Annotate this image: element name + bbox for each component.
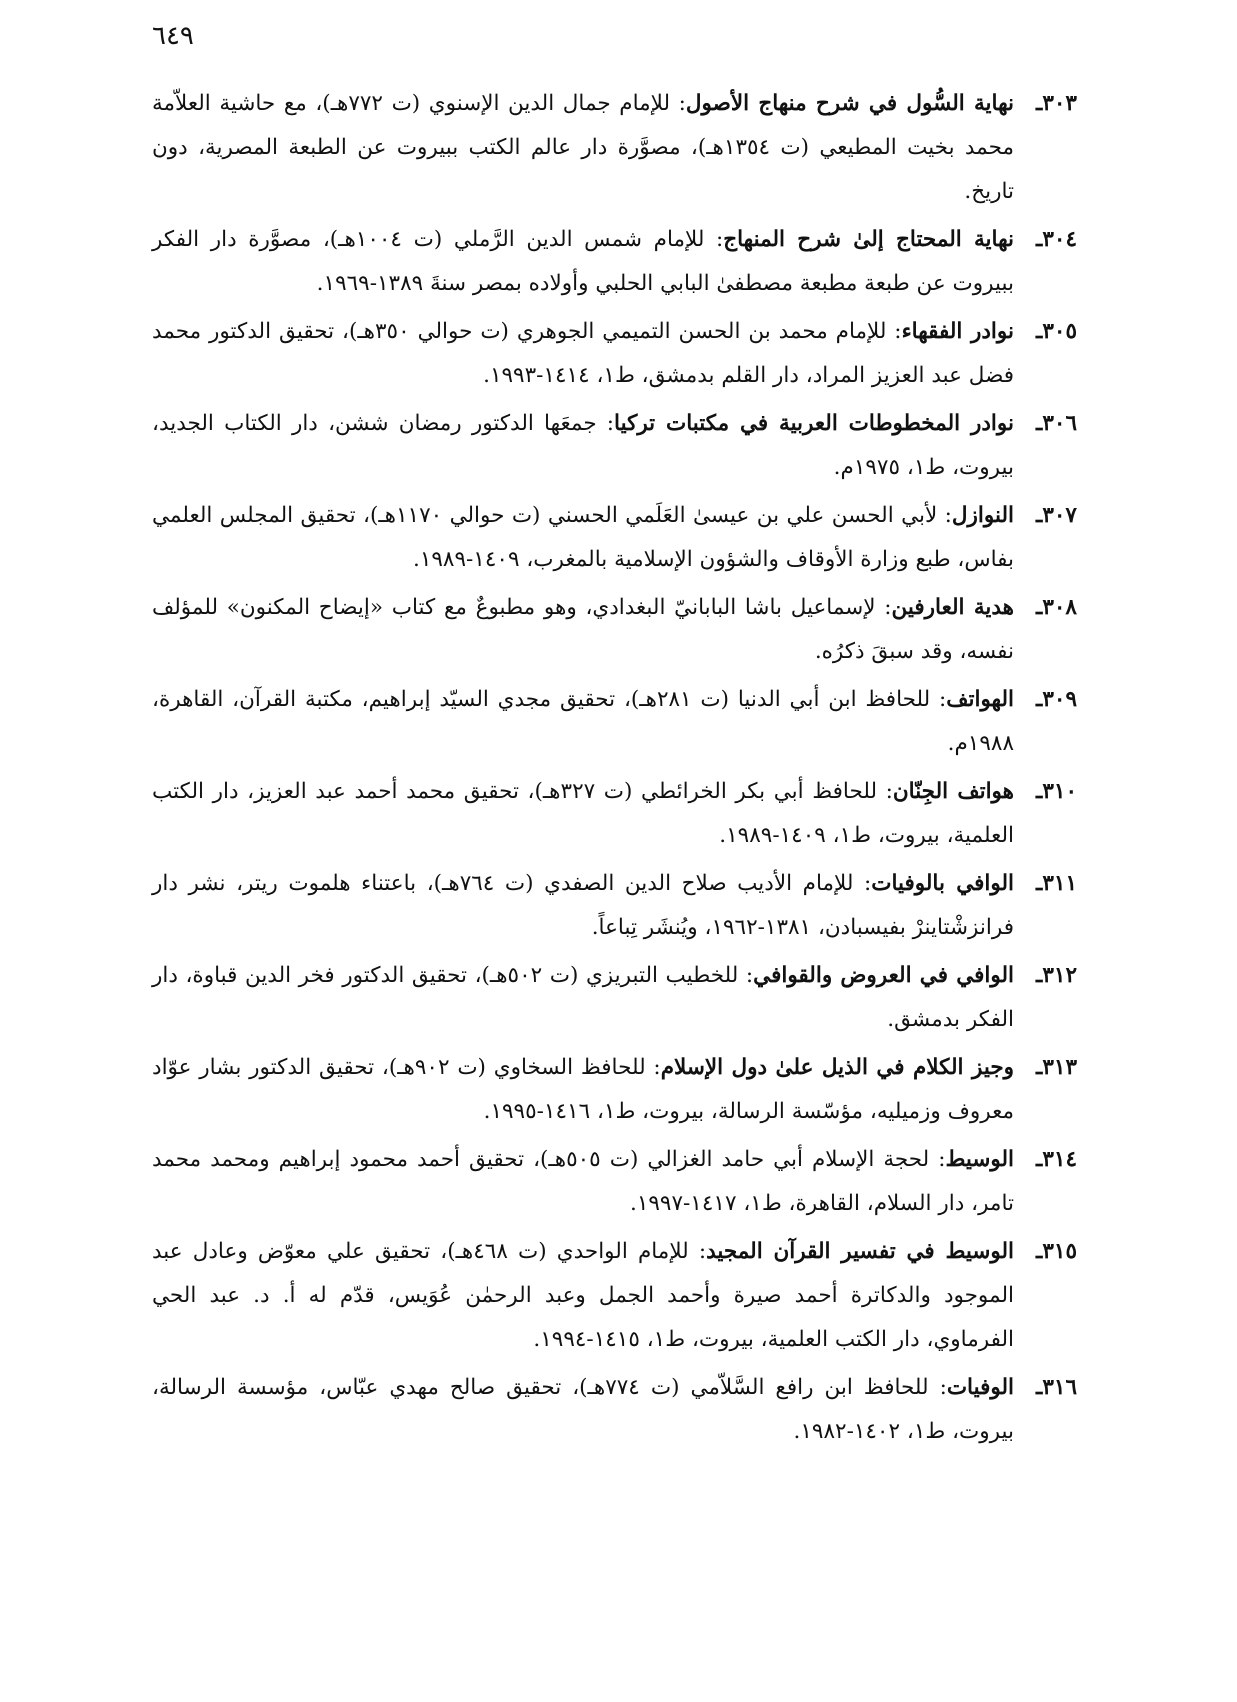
entry-title: الوفيات bbox=[946, 1375, 1014, 1400]
bibliography-entry bbox=[152, 402, 1077, 490]
bibliography-entry bbox=[152, 494, 1077, 582]
entry-text: : للإمام محمد بن الحسن التميمي الجوهري (ت حوالي ٣٥٠هـ)، تحقيق الدكتور محمد فضل عبد العزيز المراد، دار القلم بدمشق، ط١، ١٤١٤-١٩٩٣. bbox=[152, 319, 1014, 388]
entry-title: نهاية السُّول في شرح منهاج الأصول bbox=[685, 91, 1014, 116]
entry-text: : لأبي الحسن علي بن عيسىٰ العَلَمي الحسني (ت حوالي ١١٧٠هـ)، تحقيق المجلس العلمي بفاس، طبع وزارة الأوقاف والشؤون الإسلامية بالمغرب، ١٤٠٩-١٩٨٩. bbox=[152, 503, 1014, 572]
bibliography-entry bbox=[152, 1230, 1077, 1362]
entry-text: : للحافظ أبي بكر الخرائطي (ت ٣٢٧هـ)، تحقيق محمد أحمد عبد العزيز، دار الكتب العلمية، بيروت، ط١، ١٤٠٩-١٩٨٩. bbox=[152, 779, 1014, 848]
entry-title: وجيز الكلام في الذيل علىٰ دول الإسلام bbox=[660, 1055, 1014, 1080]
entry-number: ٣١٦ـ bbox=[1036, 1375, 1077, 1400]
entry-number: ٣٠٨ـ bbox=[1036, 595, 1077, 620]
entry-number: ٣١٠ـ bbox=[1036, 779, 1078, 804]
entry-number: ٣١٢ـ bbox=[1036, 963, 1077, 988]
entry-number: ٣٠٣ـ bbox=[1036, 91, 1077, 116]
entry-text: : لإسماعيل باشا البابانيّ البغدادي، وهو مطبوعٌ مع كتاب «إيضاح المكنون» للمؤلف نفسه، وقد سبقَ ذكرُه. bbox=[152, 595, 1014, 664]
bibliography-entry bbox=[152, 1046, 1077, 1134]
bibliography-entry bbox=[152, 1366, 1077, 1454]
bibliography-entry bbox=[152, 310, 1077, 398]
bibliography-list bbox=[152, 82, 1077, 1458]
entry-title: هدية العارفين bbox=[891, 595, 1014, 620]
entry-number: ٣١٣ـ bbox=[1036, 1055, 1077, 1080]
entry-number: ٣٠٥ـ bbox=[1036, 319, 1077, 344]
entry-text: : جمعَها الدكتور رمضان ششن، دار الكتاب الجديد، بيروت، ط١، ١٩٧٥م. bbox=[152, 411, 1014, 480]
entry-text: : للخطيب التبريزي (ت ٥٠٢هـ)، تحقيق الدكتور فخر الدين قباوة، دار الفكر بدمشق. bbox=[152, 963, 1014, 1032]
entry-text: : للإمام الأديب صلاح الدين الصفدي (ت ٧٦٤هـ)، باعتناء هلموت ريتر، نشر دار فرانزشْتاينرْ بفيسبادن، ١٣٨١-١٩٦٢، ويُنشَر تِباعاً. bbox=[152, 871, 1014, 940]
bibliography-entry bbox=[152, 770, 1077, 858]
entry-number: ٣١١ـ bbox=[1036, 871, 1077, 896]
bibliography-entry bbox=[152, 218, 1077, 306]
entry-title: الوافي بالوفيات bbox=[871, 871, 1014, 896]
entry-text: : للحافظ السخاوي (ت ٩٠٢هـ)، تحقيق الدكتور بشار عوّاد معروف وزميليه، مؤسّسة الرسالة، بيروت، ط١، ١٤١٦-١٩٩٥. bbox=[152, 1055, 1014, 1124]
bibliography-entry bbox=[152, 82, 1077, 214]
entry-text: : للإمام جمال الدين الإسنوي (ت ٧٧٢هـ)، مع حاشية العلاّمة محمد بخيت المطيعي (ت ١٣٥٤هـ)، مصوَّرة دار عالم الكتب ببيروت عن الطبعة المصرية، دون تاريخ. bbox=[152, 91, 1014, 204]
entry-title: نوادر الفقهاء bbox=[901, 319, 1014, 344]
entry-title: هواتف الجِنّان bbox=[892, 779, 1015, 804]
bibliography-entry bbox=[152, 954, 1077, 1042]
entry-text: : للإمام الواحدي (ت ٤٦٨هـ)، تحقيق علي معوّض وعادل عبد الموجود والدكاترة أحمد صيرة وأحمد الجمل وعبد الرحمٰن عُوَيس، قدّم له أ. د. عبد الحي الفرماوي، دار الكتب العلمية، بيروت، ط١، ١٤١٥-١٩٩٤. bbox=[152, 1239, 1014, 1352]
bibliography-entry bbox=[152, 678, 1077, 766]
entry-number: ٣٠٤ـ bbox=[1036, 227, 1077, 252]
entry-number: ٣٠٩ـ bbox=[1036, 687, 1077, 712]
entry-title: نهاية المحتاج إلىٰ شرح المنهاج bbox=[723, 227, 1014, 252]
entry-number: ٣١٤ـ bbox=[1036, 1147, 1077, 1172]
entry-title: الوسيط في تفسير القرآن المجيد bbox=[706, 1239, 1014, 1264]
page-number: ٦٤٩ bbox=[152, 21, 194, 51]
bibliography-entry bbox=[152, 1138, 1077, 1226]
entry-text: : للحافظ ابن رافع السَّلاّمي (ت ٧٧٤هـ)، تحقيق صالح مهدي عبّاس، مؤسسة الرسالة، بيروت، ط١، ١٤٠٢-١٩٨٢. bbox=[152, 1375, 1014, 1444]
bibliography-entry bbox=[152, 586, 1077, 674]
entry-number: ٣٠٦ـ bbox=[1036, 411, 1077, 436]
bibliography-entry bbox=[152, 862, 1077, 950]
entry-text: : لحجة الإسلام أبي حامد الغزالي (ت ٥٠٥هـ)، تحقيق أحمد محمود إبراهيم ومحمد محمد تامر، دار السلام، القاهرة، ط١، ١٤١٧-١٩٩٧. bbox=[152, 1147, 1014, 1216]
entry-text: : للإمام شمس الدين الرَّملي (ت ١٠٠٤هـ)، مصوَّرة دار الفكر ببيروت عن طبعة مطبعة مصطفىٰ البابي الحلبي وأولاده بمصر سنةَ ١٣٨٩-١٩٦٩. bbox=[152, 227, 1014, 296]
entry-title: نوادر المخطوطات العربية في مكتبات تركيا bbox=[614, 411, 1014, 436]
entry-number: ٣١٥ـ bbox=[1036, 1239, 1077, 1264]
entry-title: الوافي في العروض والقوافي bbox=[753, 963, 1014, 988]
entry-text: : للحافظ ابن أبي الدنيا (ت ٢٨١هـ)، تحقيق مجدي السيّد إبراهيم، مكتبة القرآن، القاهرة، ١٩٨٨م. bbox=[152, 687, 1014, 756]
entry-title: النوازل bbox=[951, 503, 1014, 528]
entry-title: الهواتف bbox=[946, 687, 1014, 712]
entry-number: ٣٠٧ـ bbox=[1036, 503, 1077, 528]
entry-title: الوسيط bbox=[945, 1147, 1014, 1172]
